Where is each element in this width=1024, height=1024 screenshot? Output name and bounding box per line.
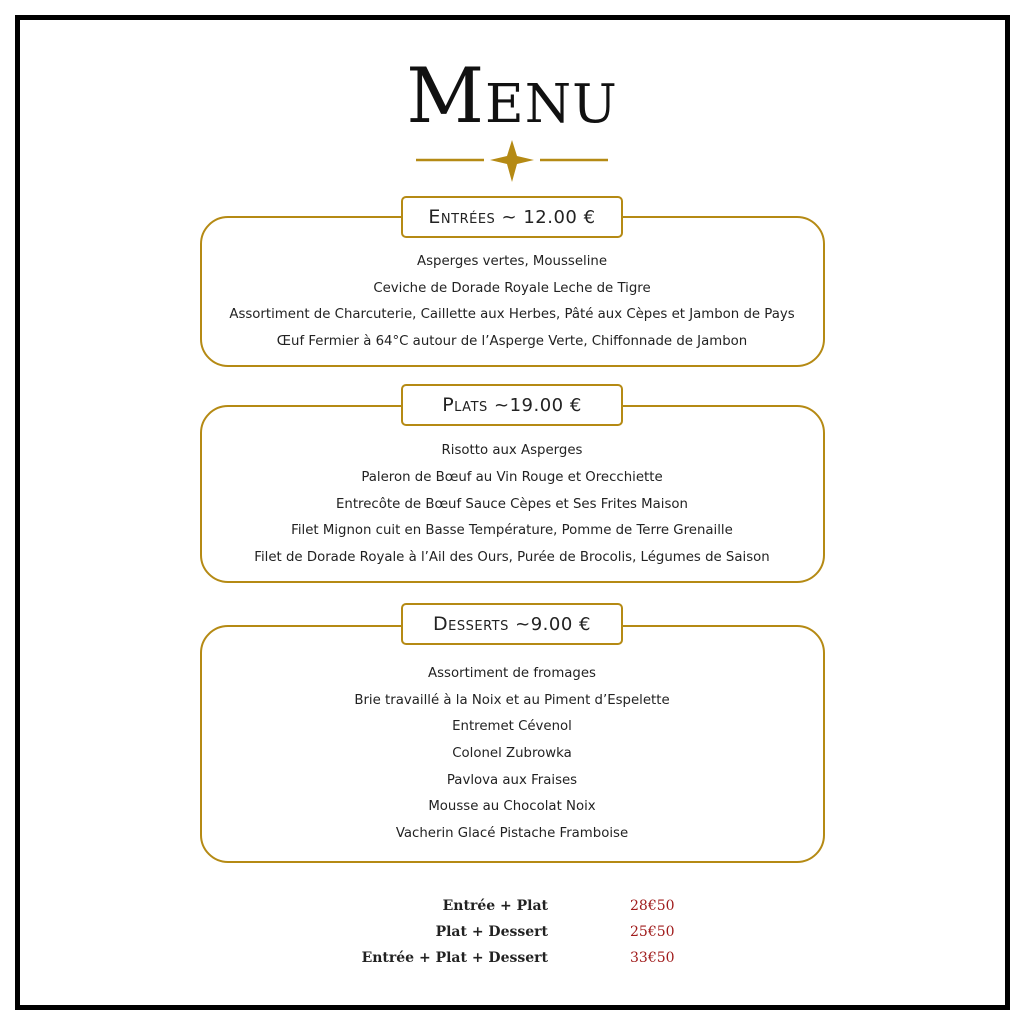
- menu-item: Pavlova aux Fraises: [446, 773, 578, 788]
- section-label-desserts: [401, 603, 623, 645]
- menu-item: Brie travaillé à la Noix et au Piment d’Espelette: [354, 693, 670, 708]
- menu-item: Entremet Cévenol: [452, 719, 572, 734]
- section-name: Entrées: [428, 206, 496, 228]
- menu-item: Assortiment de fromages: [428, 666, 596, 681]
- formula-price: 33€50: [630, 950, 675, 966]
- formula-name: Entrée + Plat: [442, 898, 548, 914]
- menu-item: Filet de Dorade Royale à l’Ail des Ours, Purée de Brocolis, Légumes de Saison: [254, 550, 770, 565]
- menu-item: Paleron de Bœuf au Vin Rouge et Orecchiette: [361, 470, 663, 485]
- menu-item: Vacherin Glacé Pistache Framboise: [395, 826, 629, 841]
- section-price: ~ 12.00 €: [501, 206, 596, 228]
- menu-item: Mousse au Chocolat Noix: [428, 799, 596, 814]
- section-name: Plats: [442, 394, 488, 416]
- menu-item: Ceviche de Dorade Royale Leche de Tigre: [373, 281, 651, 296]
- menu-item: Œuf Fermier à 64°C autour de l’Asperge Verte, Chiffonnade de Jambon: [276, 334, 748, 349]
- formula-row: [360, 898, 700, 918]
- menu-item: Entrecôte de Bœuf Sauce Cèpes et Ses Frites Maison: [336, 497, 688, 512]
- menu-item: Risotto aux Asperges: [441, 443, 583, 458]
- menu-item: Colonel Zubrowka: [452, 746, 572, 761]
- menu-item: Assortiment de Charcuterie, Caillette aux Herbes, Pâté aux Cèpes et Jambon de Pays: [229, 307, 795, 322]
- formula-price: 28€50: [630, 898, 675, 914]
- menu-item: Filet Mignon cuit en Basse Température, Pomme de Terre Grenaille: [291, 523, 733, 538]
- formula-price: 25€50: [630, 924, 675, 940]
- section-label-entrees: [401, 196, 623, 238]
- section-price: ~9.00 €: [515, 613, 591, 635]
- formula-name: Plat + Dessert: [435, 924, 548, 940]
- section-name: Desserts: [433, 613, 509, 635]
- section-price: ~19.00 €: [494, 394, 582, 416]
- formula-row: [360, 950, 700, 970]
- star-divider-icon: [412, 138, 612, 184]
- formula-name: Entrée + Plat + Dessert: [361, 950, 548, 966]
- section-label-plats: [401, 384, 623, 426]
- formula-row: [360, 924, 700, 944]
- menu-item: Asperges vertes, Mousseline: [416, 254, 607, 269]
- menu-title: Menu: [406, 51, 618, 140]
